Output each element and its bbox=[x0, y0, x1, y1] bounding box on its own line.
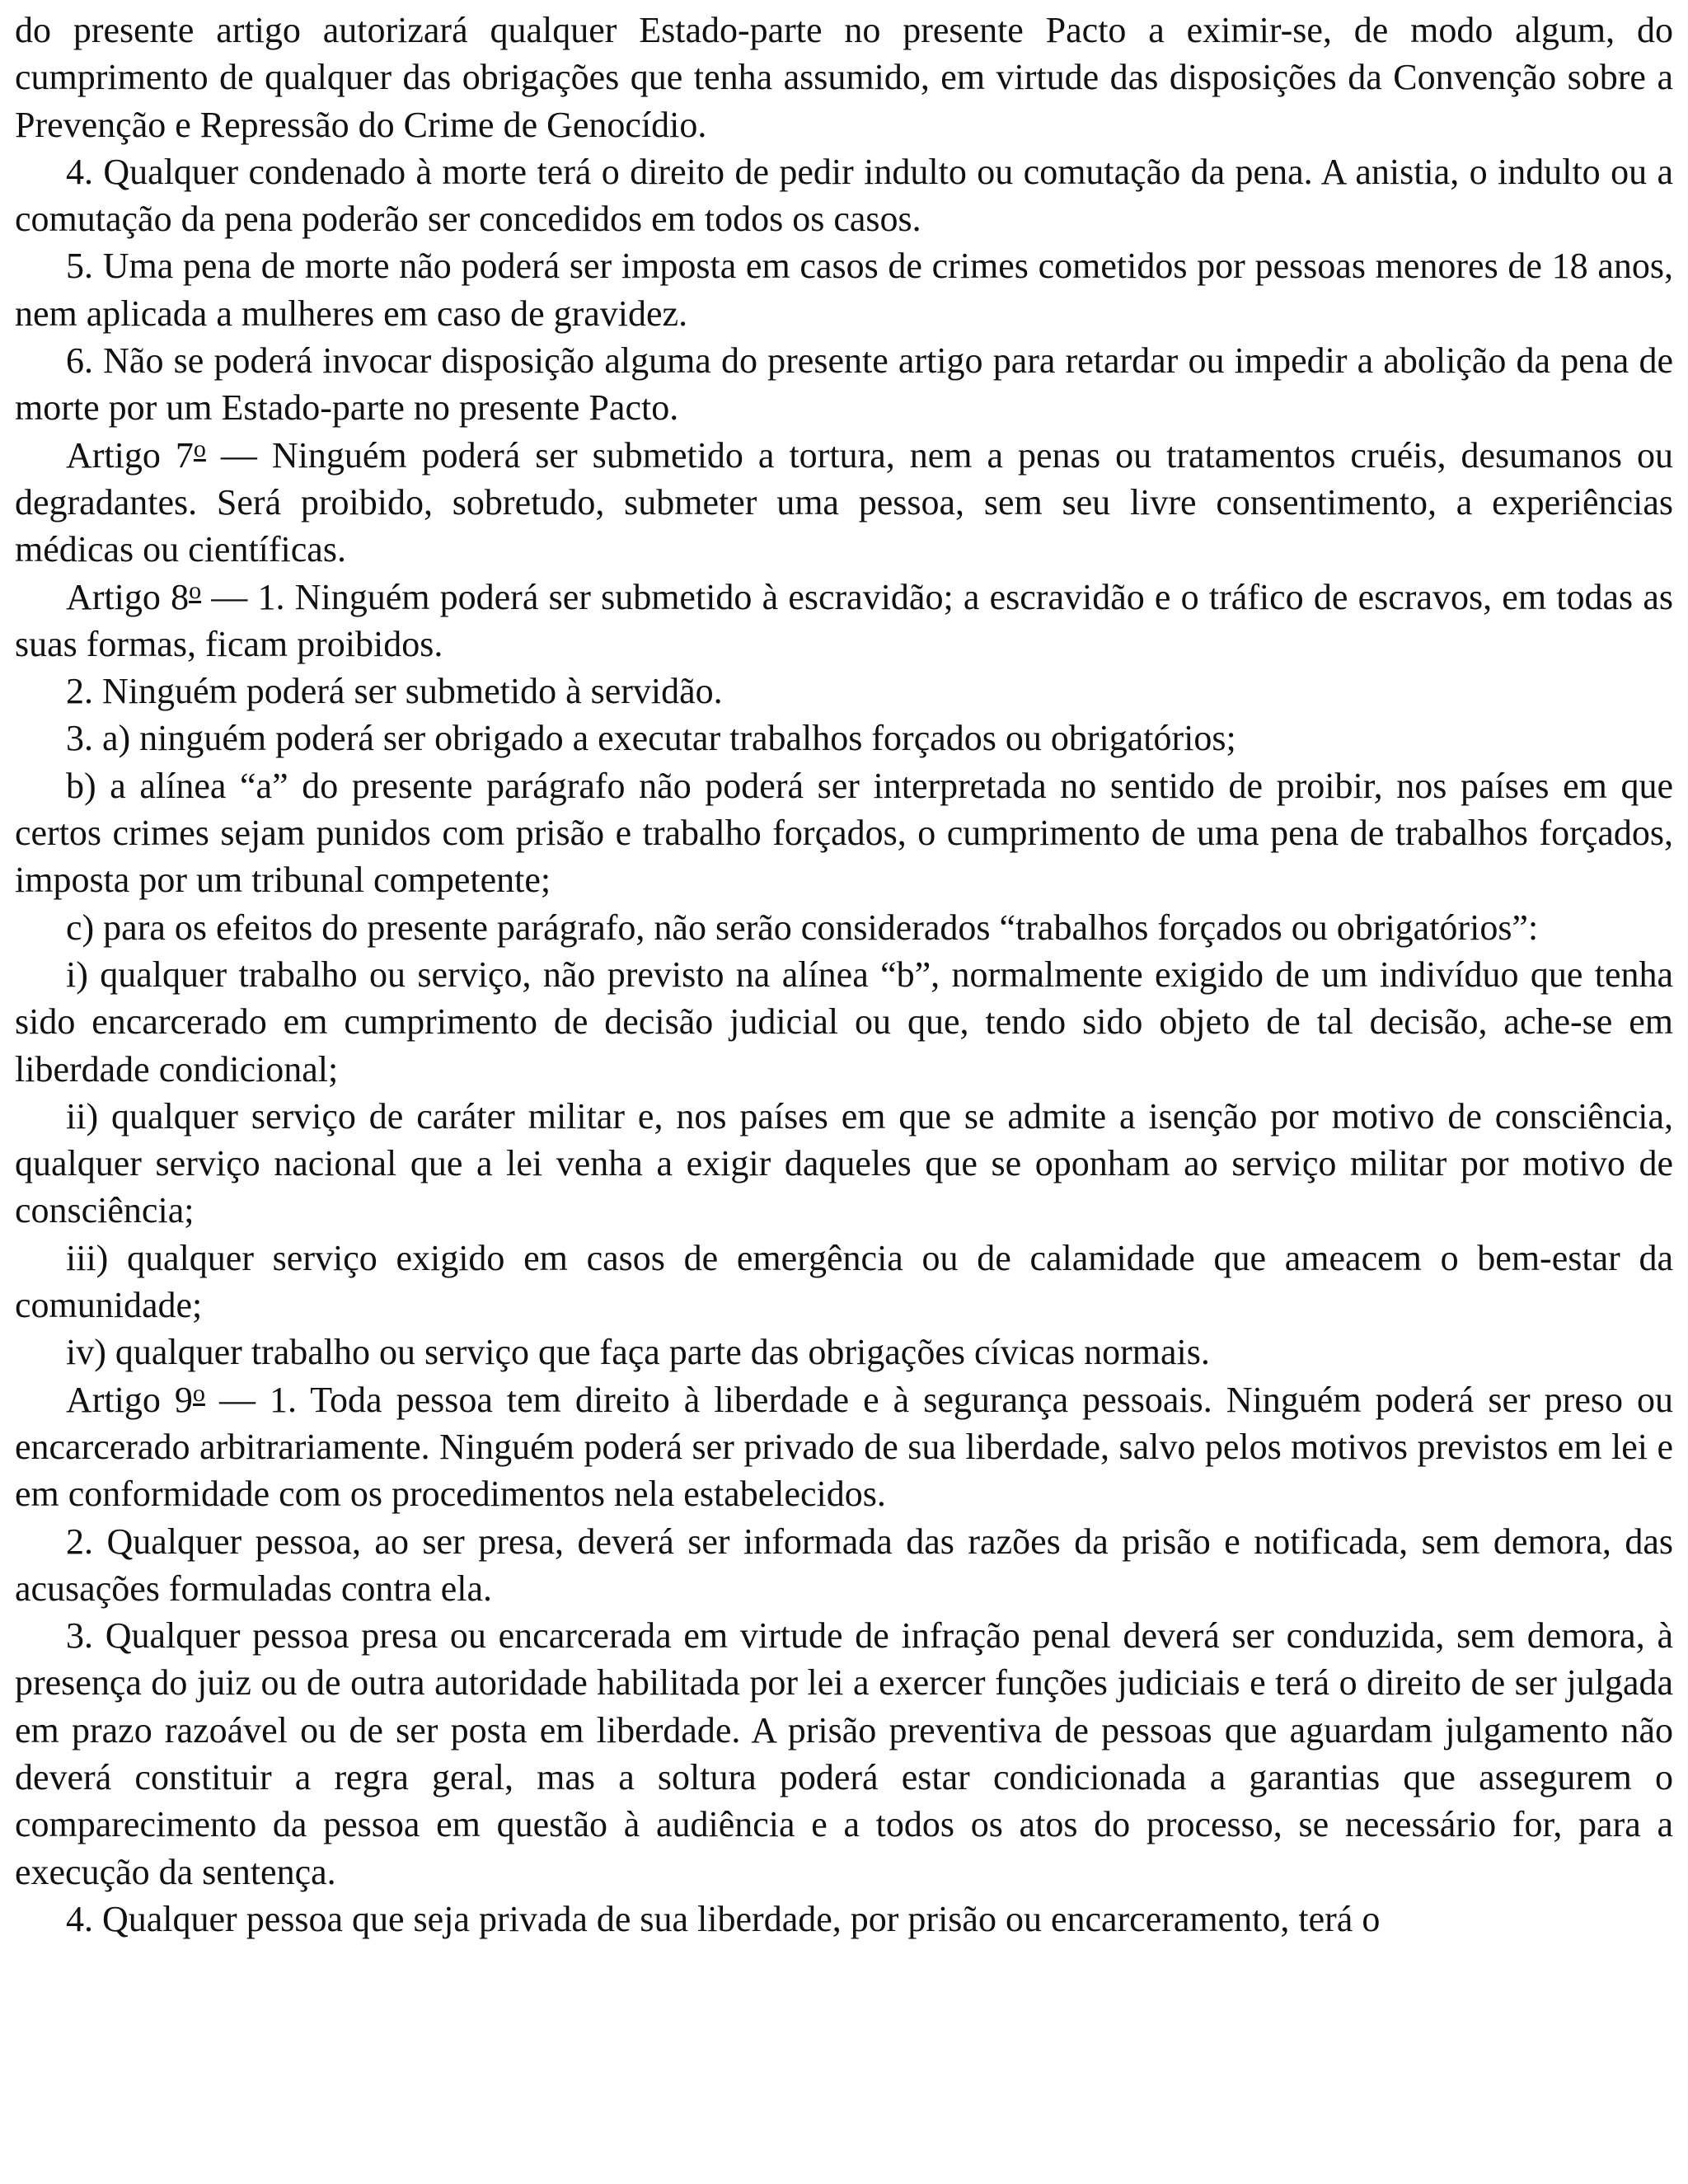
paragraph-art9-item4: 4. Qualquer pessoa que seja privada de sua liberdade, por prisão ou encarceramento, terá o bbox=[66, 1898, 1381, 1939]
paragraph-art8-item3c-iii: iii) qualquer serviço exigido em casos de emergência ou de calamidade que ameacem o bem-estar da comunidade; bbox=[15, 1237, 1673, 1326]
article-heading: Artigo 8 bbox=[66, 576, 190, 617]
paragraph-art9-item3: 3. Qualquer pessoa presa ou encarcerada em virtude de infração penal deverá ser conduzida, sem demora, à presença do juiz ou de outra autoridade habilitada por lei a exercer funções judiciais e terá o direito de ser julgada em prazo razoável ou de ser posta em liberdade. A prisão preventiva de pessoas que aguardam julgamento não deverá constituir a regra geral, mas a soltura poderá estar condicionada a garantias que assegurem o comparecimento da pessoa em questão à audiência e a todos os atos do processo, se necessário for, para a execução da sentença. bbox=[15, 1615, 1673, 1892]
paragraph-art9-item2: 2. Qualquer pessoa, ao ser presa, deverá ser informada das razões da prisão e notificada, sem demora, das acusações formuladas contra ela. bbox=[15, 1521, 1673, 1609]
paragraph-continuation: do presente artigo autorizará qualquer Estado-parte no presente Pacto a eximir-se, de modo algum, do cumprimento de qualquer das obrigações que tenha assumido, em virtude das disposições da Convenção sobre a Prevenção e Repressão do Crime de Genocídio. bbox=[15, 10, 1673, 145]
article-heading: Artigo 9 bbox=[66, 1379, 193, 1420]
paragraph-art8-item3c-i: i) qualquer trabalho ou serviço, não previsto na alínea “b”, normalmente exigido de um indivíduo que tenha sido encarcerado em cumprimento de decisão judicial ou que, tendo sido objeto de tal decisão, ache-se em liberdade condicional; bbox=[15, 954, 1673, 1090]
paragraph-art6-item5: 5. Uma pena de morte não poderá ser imposta em casos de crimes cometidos por pessoas menores de 18 anos, nem aplicada a mulheres em caso de gravidez. bbox=[15, 246, 1673, 334]
paragraph-article-9 bbox=[15, 1376, 1673, 1518]
ordinal-indicator: o bbox=[192, 1379, 205, 1407]
paragraph-art8-item3c: c) para os efeitos do presente parágrafo, não serão considerados “trabalhos forçados ou obrigatórios”: bbox=[66, 907, 1539, 948]
paragraph-article-7 bbox=[15, 432, 1673, 574]
document-page bbox=[15, 7, 1673, 2177]
paragraph-art8-item3a: 3. a) ninguém poderá ser obrigado a executar trabalhos forçados ou obrigatórios; bbox=[66, 718, 1236, 759]
paragraph-art8-item2: 2. Ninguém poderá ser submetido à servidão. bbox=[66, 671, 723, 712]
paragraph-art8-item3c-iv: iv) qualquer trabalho ou serviço que faça parte das obrigações cívicas normais. bbox=[66, 1332, 1210, 1373]
article-body: — 1. Ninguém poderá ser submetido à escravidão; a escravidão e o tráfico de escravos, em todas as suas formas, ficam proibidos. bbox=[15, 576, 1673, 664]
ordinal-indicator: o bbox=[193, 434, 206, 462]
paragraph-article-8 bbox=[15, 574, 1673, 668]
article-body: — 1. Toda pessoa tem direito à liberdade e à segurança pessoais. Ninguém poderá ser preso ou encarcerado arbitrariamente. Ninguém poderá ser privado de sua liberdade, salvo pelos motivos previstos em lei e em conformidade com os procedimentos nela estabelecidos. bbox=[15, 1379, 1673, 1515]
paragraph-art6-item6: 6. Não se poderá invocar disposição alguma do presente artigo para retardar ou impedir a abolição da pena de morte por um Estado-parte no presente Pacto. bbox=[15, 340, 1673, 429]
paragraph-art6-item4: 4. Qualquer condenado à morte terá o direito de pedir indulto ou comutação da pena. A anistia, o indulto ou a comutação da pena poderão ser concedidos em todos os casos. bbox=[15, 151, 1673, 240]
article-body: — Ninguém poderá ser submetido a tortura, nem a penas ou tratamentos cruéis, desumanos ou degradantes. Será proibido, sobretudo, submeter uma pessoa, sem seu livre consentimento, a experiências médicas ou científicas. bbox=[15, 434, 1673, 570]
ordinal-indicator: o bbox=[189, 576, 202, 604]
paragraph-art8-item3c-ii: ii) qualquer serviço de caráter militar e, nos países em que se admite a isenção por motivo de consciência, qualquer serviço nacional que a lei venha a exigir daqueles que se oponham ao serviço militar por motivo de consciência; bbox=[15, 1095, 1673, 1231]
paragraph-art8-item3b: b) a alínea “a” do presente parágrafo não poderá ser interpretada no sentido de proibir, nos países em que certos crimes sejam punidos com prisão e trabalho forçados, o cumprimento de uma pena de trabalhos forçados, imposta por um tribunal competente; bbox=[15, 765, 1673, 901]
article-heading: Artigo 7 bbox=[66, 434, 194, 476]
